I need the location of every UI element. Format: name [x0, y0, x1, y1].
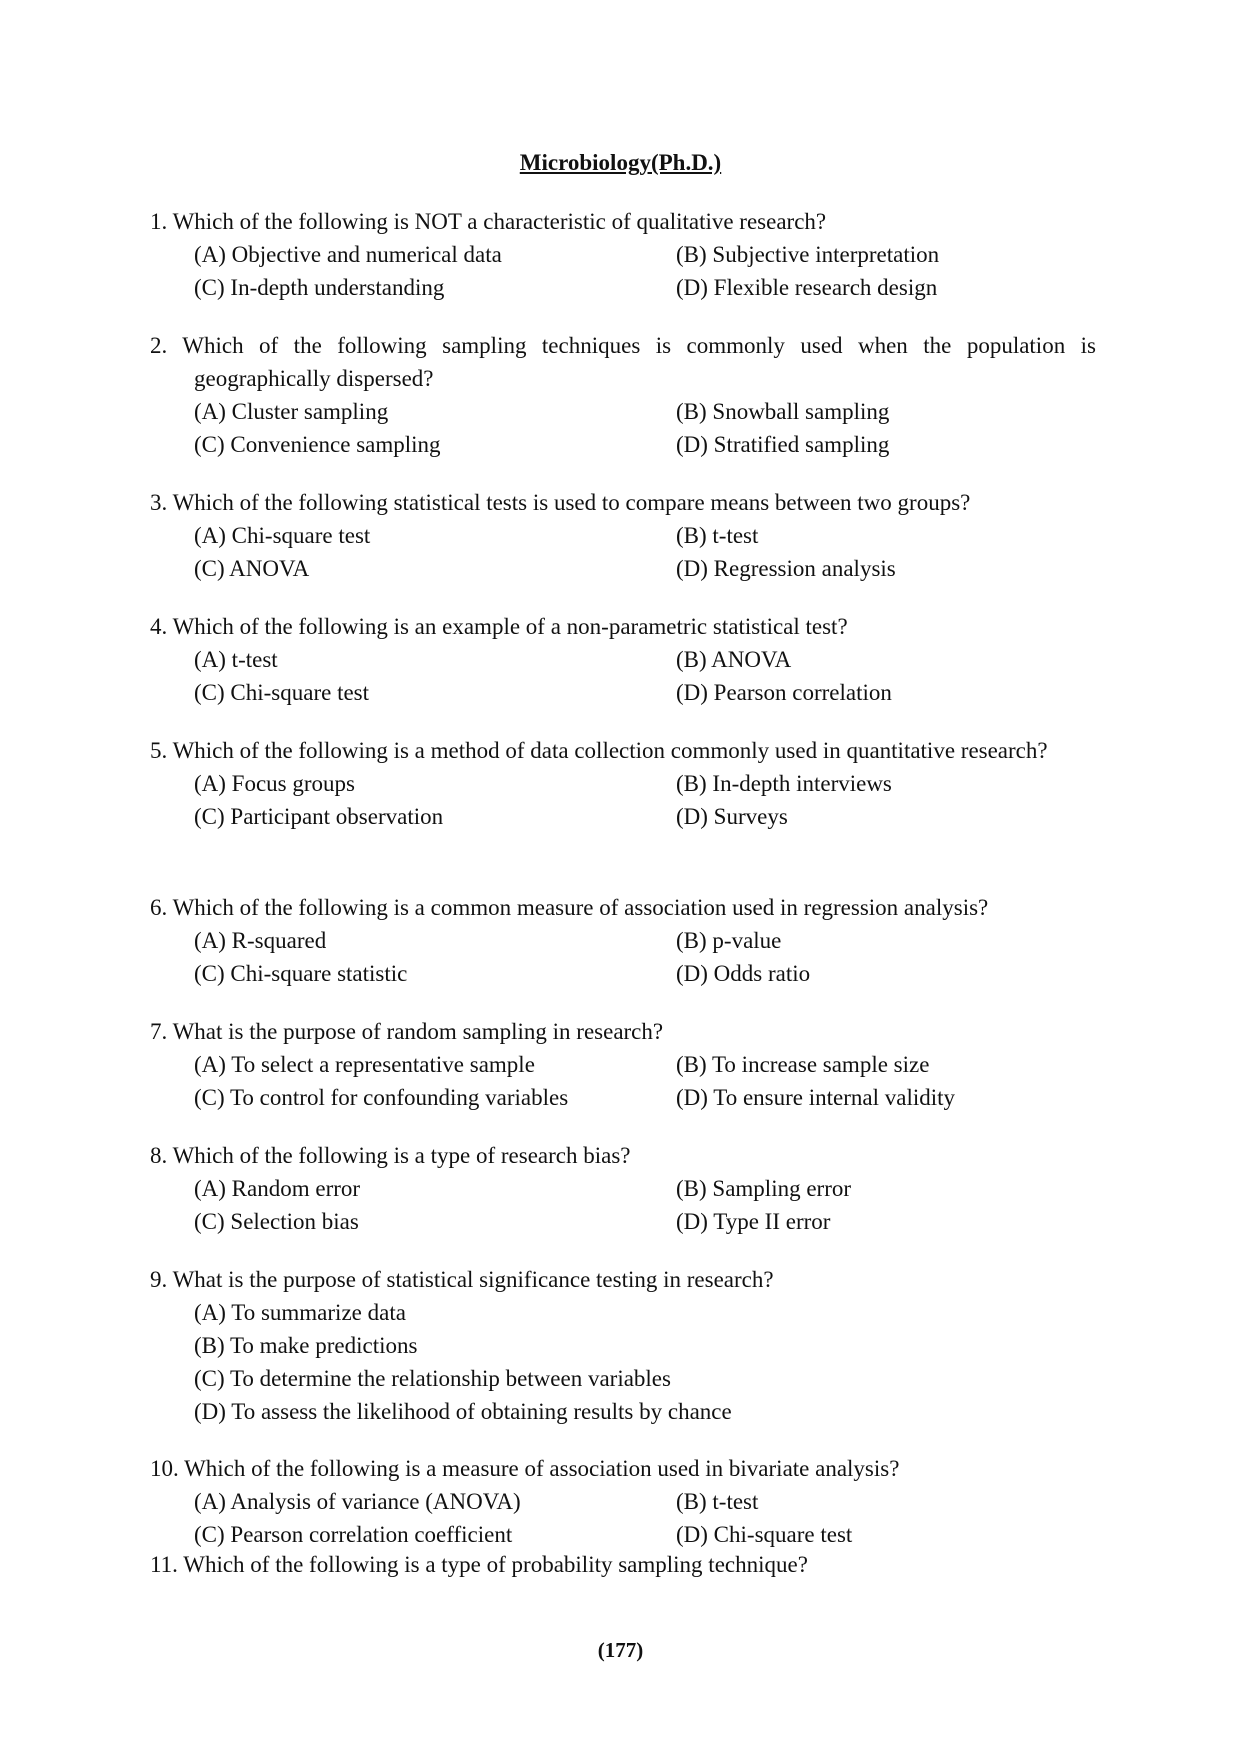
options	[150, 924, 1096, 990]
question-4	[150, 610, 1096, 709]
question-9	[150, 1263, 1096, 1428]
option-a: (A) Objective and numerical data	[194, 242, 502, 267]
option-d: (D) Pearson correlation	[676, 680, 892, 705]
option-b: (B) Snowball sampling	[676, 399, 890, 424]
option-c: (C) Pearson correlation coefficient	[194, 1522, 513, 1547]
question-stem: 1. Which of the following is NOT a characteristic of qualitative research?	[150, 209, 827, 234]
option-b: (B) t-test	[676, 1489, 759, 1514]
options	[150, 519, 1096, 585]
options	[150, 395, 1096, 461]
options	[150, 238, 1096, 304]
option-a: (A) Random error	[194, 1176, 361, 1201]
question-3	[150, 486, 1096, 585]
option-b: (B) To increase sample size	[676, 1052, 930, 1077]
option-c: (C) ANOVA	[194, 556, 310, 581]
option-d: (D) To ensure internal validity	[676, 1085, 955, 1110]
question-8	[150, 1139, 1096, 1238]
question-6	[150, 891, 1096, 990]
options	[150, 1296, 1096, 1428]
options	[150, 1048, 1096, 1114]
question-1	[150, 205, 1096, 304]
question-10	[150, 1452, 1096, 1551]
option-d: (D) Chi-square test	[676, 1522, 853, 1547]
option-b: (B) Subjective interpretation	[676, 242, 940, 267]
page-number: (177)	[597, 1638, 644, 1662]
question-stem: 10. Which of the following is a measure of association used in bivariate analysis?	[150, 1456, 900, 1481]
question-7	[150, 1015, 1096, 1114]
option-a: (A) t-test	[194, 647, 278, 672]
option-b: (B) p-value	[676, 928, 782, 953]
option-b: (B) Sampling error	[676, 1176, 852, 1201]
question-stem: 9. What is the purpose of statistical significance testing in research?	[150, 1267, 774, 1292]
option-c: (C) Selection bias	[194, 1209, 359, 1234]
options	[150, 1172, 1096, 1238]
options	[150, 643, 1096, 709]
option-c: (C) To determine the relationship between variables	[194, 1366, 671, 1391]
option-b: (B) ANOVA	[676, 647, 792, 672]
question-stem: 11. Which of the following is a type of probability sampling technique?	[150, 1552, 808, 1577]
options	[150, 1485, 1096, 1551]
option-b: (B) In-depth interviews	[676, 771, 892, 796]
options	[150, 767, 1096, 833]
option-c: (C) Participant observation	[194, 804, 444, 829]
option-c: (C) Chi-square statistic	[194, 961, 408, 986]
option-a: (A) To select a representative sample	[194, 1052, 535, 1077]
question-stem: 4. Which of the following is an example of a non-parametric statistical test?	[150, 614, 848, 639]
question-stem: 2. Which of the following sampling techniques is commonly used when the population is geographically dispersed?	[150, 333, 1096, 391]
option-a: (A) Focus groups	[194, 771, 355, 796]
option-a: (A) Analysis of variance (ANOVA)	[194, 1489, 521, 1514]
option-d: (D) Flexible research design	[676, 275, 938, 300]
option-a: (A) Chi-square test	[194, 523, 371, 548]
question-5	[150, 734, 1096, 833]
option-b: (B) To make predictions	[194, 1333, 418, 1358]
question-stem: 5. Which of the following is a method of data collection commonly used in quantitative research?	[150, 738, 1048, 763]
option-c: (C) To control for confounding variables	[194, 1085, 569, 1110]
question-2	[150, 329, 1096, 461]
option-a: (A) Cluster sampling	[194, 399, 389, 424]
option-d: (D) Type II error	[676, 1209, 831, 1234]
question-stem: 6. Which of the following is a common measure of association used in regression analysis?	[150, 895, 989, 920]
option-b: (B) t-test	[676, 523, 759, 548]
question-stem: 3. Which of the following statistical tests is used to compare means between two groups?	[150, 490, 971, 515]
option-c: (C) In-depth understanding	[194, 275, 445, 300]
option-d: (D) To assess the likelihood of obtaining results by chance	[194, 1399, 732, 1424]
option-c: (C) Convenience sampling	[194, 432, 441, 457]
option-c: (C) Chi-square test	[194, 680, 370, 705]
option-d: (D) Odds ratio	[676, 961, 811, 986]
option-d: (D) Surveys	[676, 804, 788, 829]
option-a: (A) To summarize data	[194, 1300, 406, 1325]
page-title: Microbiology(Ph.D.)	[519, 150, 722, 175]
question-stem: 7. What is the purpose of random sampling in research?	[150, 1019, 664, 1044]
question-11	[150, 1548, 1096, 1581]
option-d: (D) Regression analysis	[676, 556, 896, 581]
question-stem: 8. Which of the following is a type of research bias?	[150, 1143, 631, 1168]
option-a: (A) R-squared	[194, 928, 327, 953]
option-d: (D) Stratified sampling	[676, 432, 890, 457]
